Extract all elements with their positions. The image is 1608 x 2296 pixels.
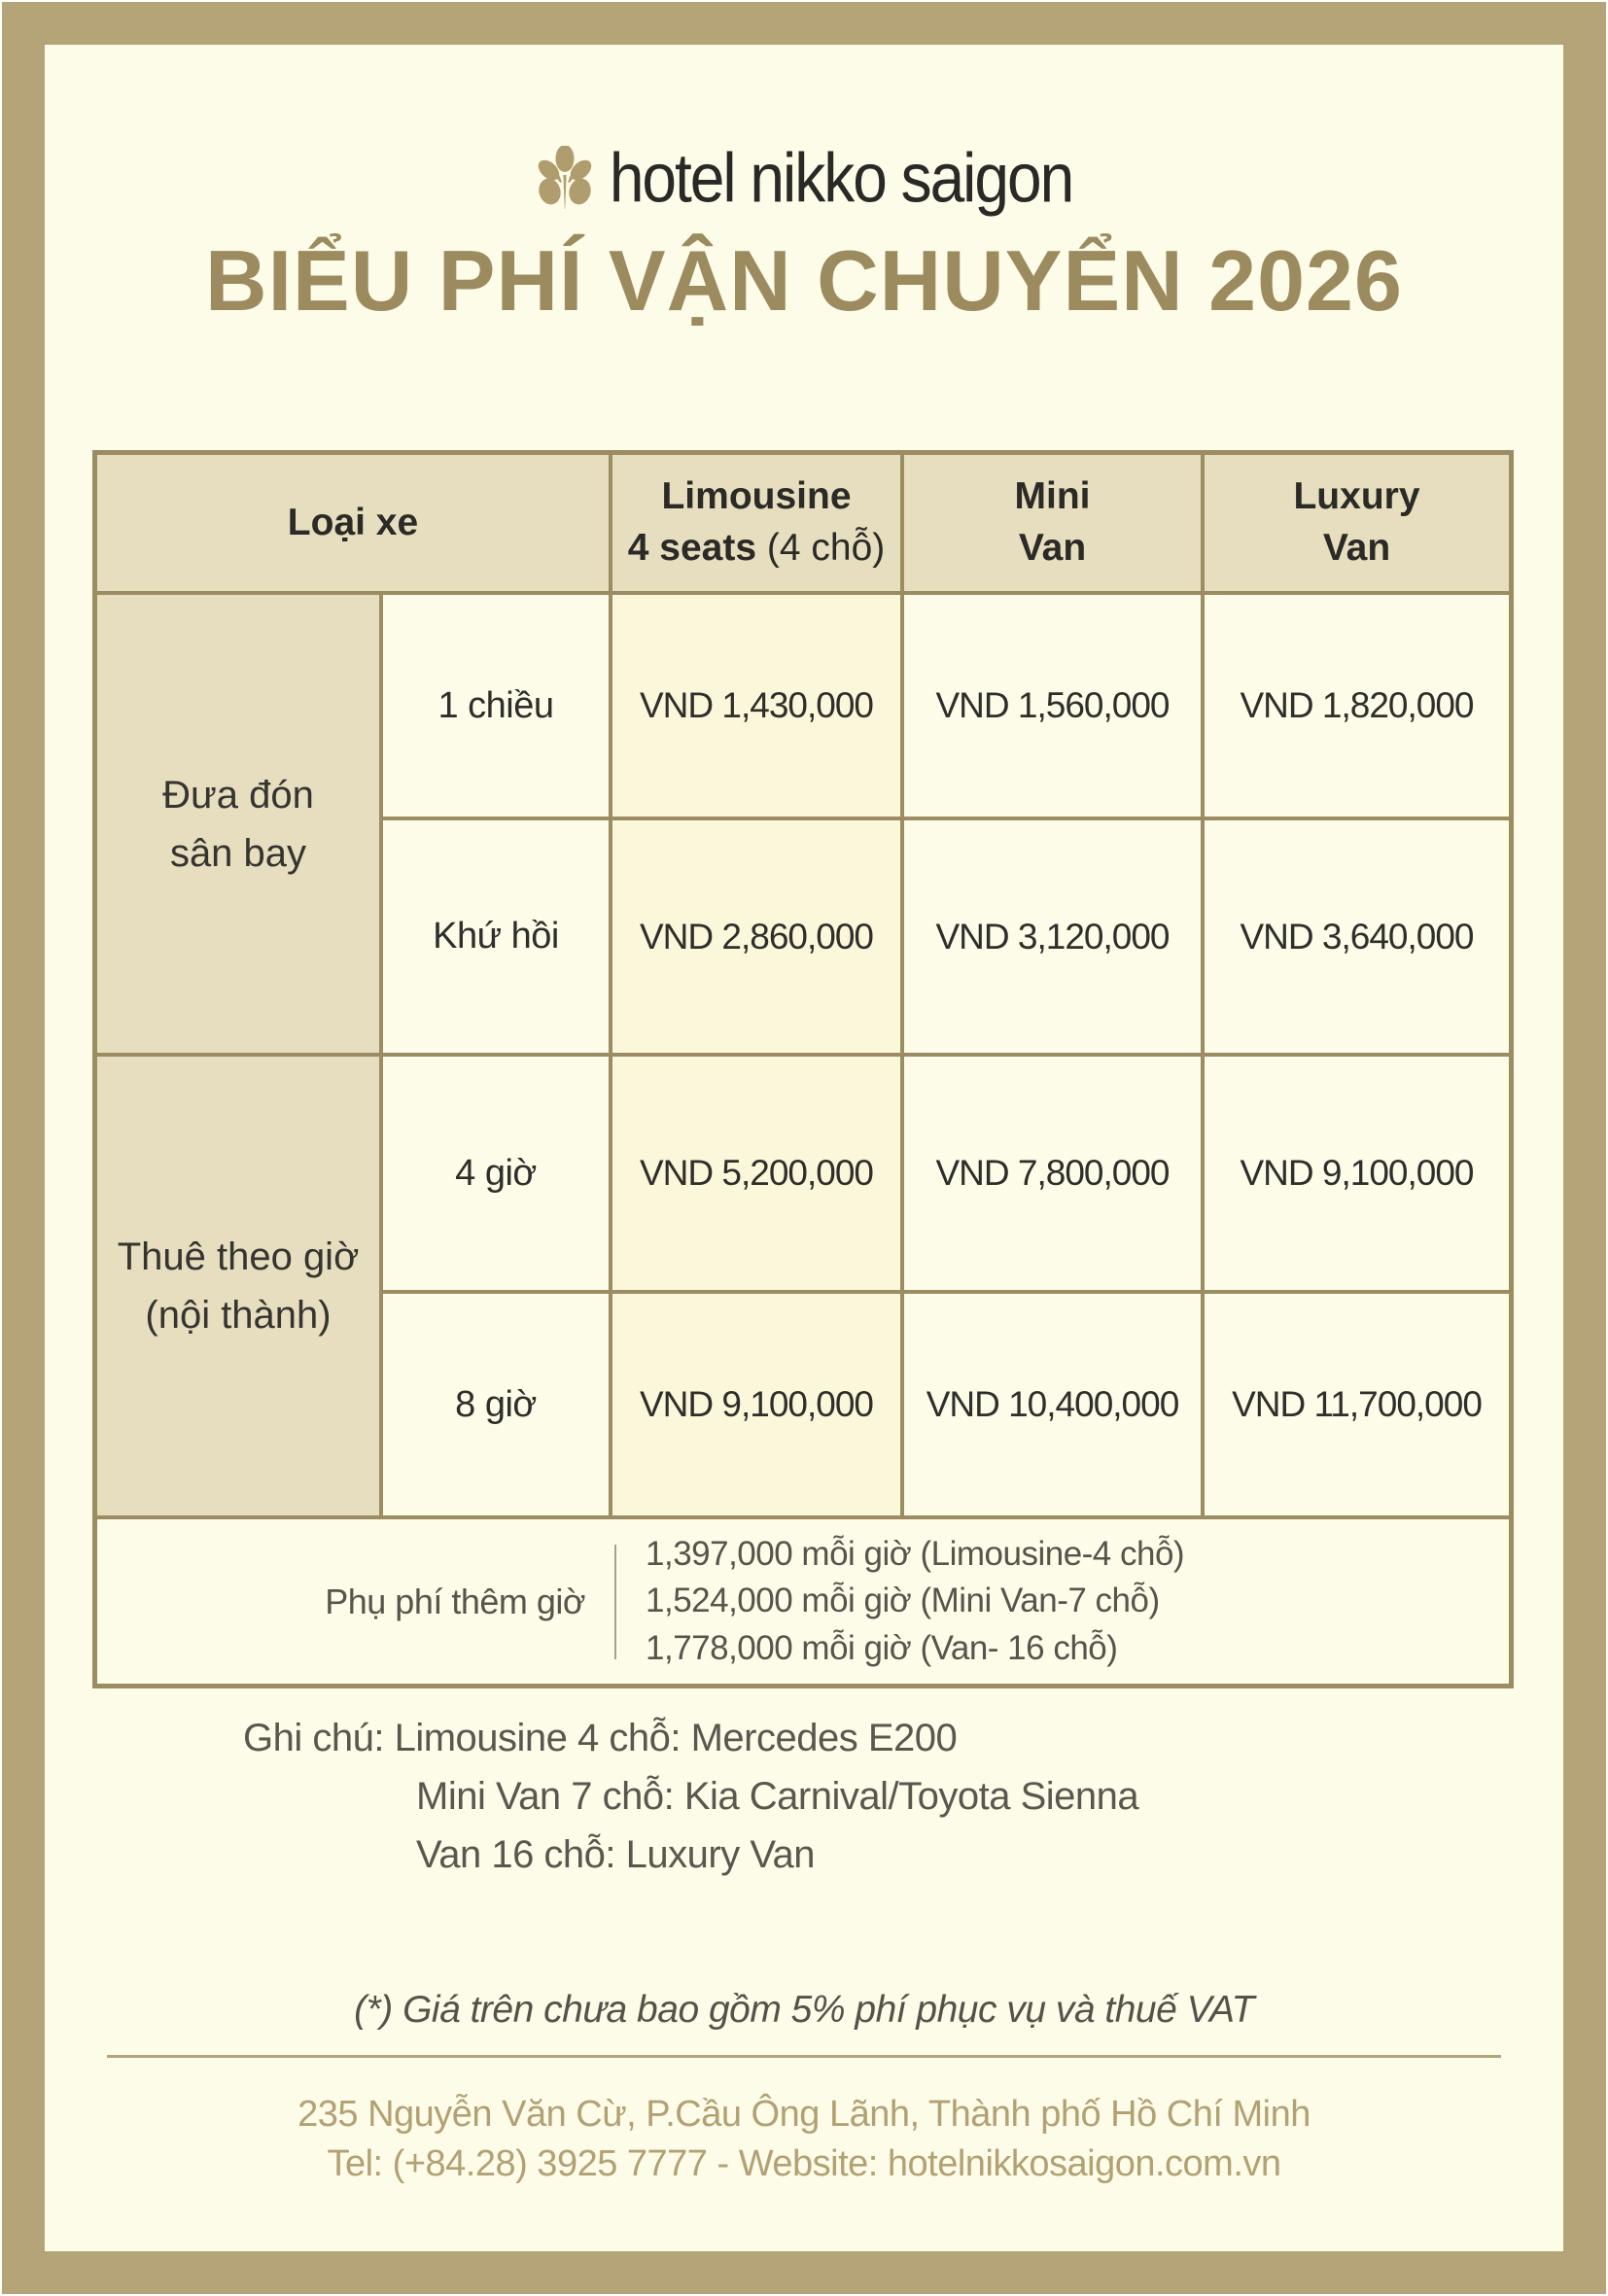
- category-cell-hourly-rental: [97, 1057, 379, 1515]
- surcharge-divider: [614, 1545, 616, 1659]
- footer-address: 235 Nguyễn Văn Cừ, P.Cầu Ông Lãnh, Thành phố Hồ Chí Minh: [297, 2094, 1311, 2135]
- price-luxury-van-round-trip: VND 3,640,000: [1205, 820, 1509, 1053]
- category-airport-line1: Đưa đón: [162, 773, 314, 817]
- price-limousine-one-way: VND 1,430,000: [612, 595, 900, 817]
- price-mini-van-round-trip: VND 3,120,000: [904, 820, 1201, 1053]
- nikko-flower-icon: [536, 146, 594, 210]
- note-line: Van 16 chỗ: Luxury Van: [416, 1833, 816, 1876]
- category-cell-airport-transfer: [97, 595, 379, 1053]
- category-airport-line2: sân bay: [169, 831, 307, 875]
- header-cell-loai-xe: [97, 455, 609, 591]
- page-title: BIỂU PHÍ VẬN CHUYỂN 2026: [205, 232, 1403, 329]
- surcharge-label: Phụ phí thêm giờ: [325, 1581, 585, 1621]
- luxury-van-header-line2: Van: [1322, 527, 1391, 569]
- price-luxury-van-8h: VND 11,700,000: [1205, 1294, 1509, 1515]
- header-cell-mini-van: [904, 455, 1201, 591]
- mini-van-header-line1: Mini: [1014, 475, 1091, 518]
- duration-label-4h: 4 giờ: [383, 1057, 609, 1290]
- limousine-header-line1: Limousine: [661, 475, 852, 518]
- vat-note: (*) Giá trên chưa bao gồm 5% phí phục vụ và thuế VAT: [354, 1989, 1254, 2031]
- price-luxury-van-4h: VND 9,100,000: [1205, 1057, 1509, 1290]
- footer-contact: Tel: (+84.28) 3925 7777 - Website: hotelnikkosaigon.com.vn: [327, 2143, 1281, 2184]
- footer: [0, 2090, 1608, 2189]
- category-hourly-line2: (nội thành): [145, 1294, 332, 1337]
- surcharge-values: [646, 1531, 1184, 1672]
- price-limousine-4h: VND 5,200,000: [612, 1057, 900, 1290]
- price-mini-van-8h: VND 10,400,000: [904, 1294, 1201, 1515]
- luxury-van-header-line1: Luxury: [1293, 475, 1420, 518]
- price-limousine-8h: VND 9,100,000: [612, 1294, 900, 1515]
- surcharge-line: 1,778,000 mỗi giờ (Van- 16 chỗ): [646, 1628, 1118, 1667]
- price-luxury-van-one-way: VND 1,820,000: [1205, 595, 1509, 817]
- surcharge-line: 1,524,000 mỗi giờ (Mini Van-7 chỗ): [646, 1582, 1160, 1620]
- price-table: [92, 450, 1514, 1688]
- brand-logo: [0, 138, 1608, 218]
- category-hourly-line1: Thuê theo giờ: [117, 1235, 360, 1278]
- notes-block: [243, 1709, 1138, 1884]
- note-line: Ghi chú: Limousine 4 chỗ: Mercedes E200: [243, 1717, 958, 1759]
- surcharge-line: 1,397,000 mỗi giờ (Limousine-4 chỗ): [646, 1535, 1185, 1574]
- surcharge-row: [97, 1519, 1509, 1684]
- price-mini-van-one-way: VND 1,560,000: [904, 595, 1201, 817]
- duration-label-8h: 8 giờ: [383, 1294, 609, 1515]
- divider-rule: [107, 2055, 1501, 2058]
- price-mini-van-4h: VND 7,800,000: [904, 1057, 1201, 1290]
- price-limousine-round-trip: VND 2,860,000: [612, 820, 900, 1053]
- trip-type-label-one-way: 1 chiều: [383, 595, 609, 817]
- mini-van-header-line2: Van: [1018, 527, 1087, 569]
- vehicle-type-header: Loại xe: [287, 501, 419, 543]
- trip-type-label-round-trip: Khứ hồi: [383, 820, 609, 1053]
- limousine-header-line2: 4 seats (4 chỗ): [627, 527, 886, 569]
- header-cell-luxury-van: [1205, 455, 1509, 591]
- note-line: Mini Van 7 chỗ: Kia Carnival/Toyota Sienna: [416, 1775, 1139, 1818]
- header-cell-limousine: [612, 455, 900, 591]
- logo-text: hotel nikko saigon: [609, 138, 1073, 218]
